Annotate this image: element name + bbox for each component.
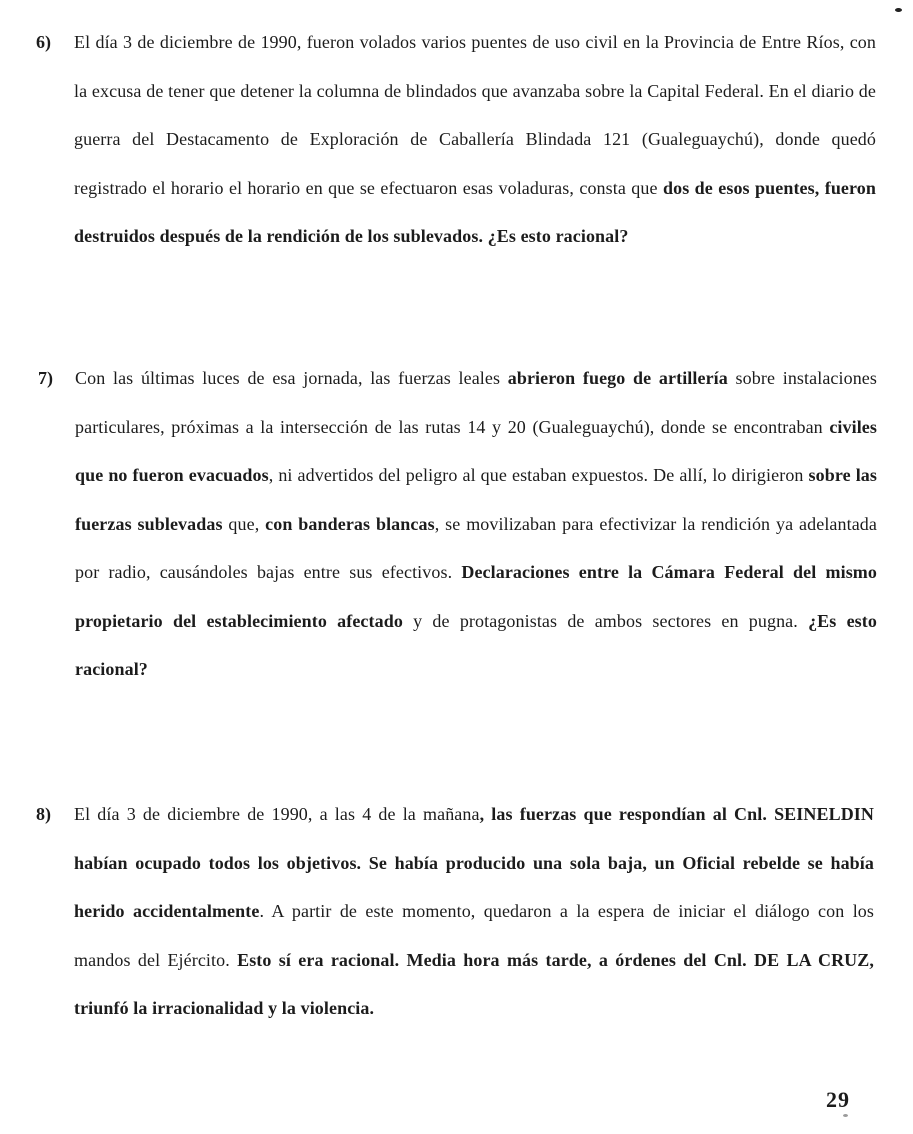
bold-text-segment: Esto sí era racional. Media hora más tarde, a órdenes del Cnl. DE LA CRUZ, triunfó la irracionalidad y la violencia. [74, 949, 874, 1018]
text-segment: sobre instalaciones particulares, próximas a la intersección de las rutas 14 y 20 (Gualeguaychú), donde se encontraban [75, 368, 877, 437]
bold-text-segment: civiles que no fueron evacuados [75, 416, 877, 485]
text-segment: , ni advertidos del peligro al que estaban expuestos. De allí, lo dirigieron [268, 465, 809, 485]
bold-text-segment: dos de esos puentes, fueron destruidos después de la rendición de los sublevados. [74, 177, 876, 246]
bold-text-segment: sobre las fuerzas sublevadas [75, 465, 878, 534]
text-segment: que, [222, 513, 266, 534]
item-paragraph [74, 18, 876, 261]
scan-speck [895, 8, 902, 12]
item-number: 7) [38, 368, 53, 388]
item-number: 6) [36, 32, 51, 52]
bold-text-segment: , las fuerzas que respondían al Cnl. SEINELDIN habían ocupado todos los objetivos. Se había producido una sola baja, un Oficial rebelde se había herido accidentalmente [74, 804, 875, 921]
text-segment: , se movilizaban para efectivizar la rendición ya adelantada por radio, causándoles bajas entre sus efectivos. [75, 513, 877, 582]
scan-speck [843, 1114, 848, 1117]
page-number: 29 [826, 1087, 850, 1112]
text-segment: y de protagonistas de ambos sectores en pugna. [402, 610, 809, 631]
bold-text-segment: con banderas blancas [265, 513, 435, 534]
item-number: 8) [36, 804, 51, 824]
bold-text-segment: ¿Es esto racional? [75, 610, 877, 679]
text-segment: El día 3 de diciembre de 1990, fueron volados varios puentes de uso civil en la Provincia de Entre Ríos, con la excusa de tener que detener la columna de blindados que avanzaba sobre la Capital Federal. En el diario de guerra del Destacamento de Exploración de Caballería Blindada 121 (Gualeguaychú), donde quedó registrado el horario el horario en que se efectuaron esas voladuras, consta que [74, 32, 876, 198]
item-paragraph [74, 790, 874, 1033]
bold-text-segment: ¿Es esto racional? [487, 226, 629, 246]
text-segment: El día 3 de diciembre de 1990, a las 4 de la mañana [74, 804, 480, 824]
bold-text-segment: Declaraciones entre la Cámara Federal del mismo propietario del establecimiento afectado [75, 562, 877, 631]
item-paragraph [75, 354, 877, 694]
bold-text-segment: abrieron fuego de artillería [507, 368, 728, 388]
text-segment: Con las últimas luces de esa jornada, las fuerzas leales [75, 368, 508, 388]
text-segment: . A partir de este momento, quedaron a la espera de iniciar el diálogo con los mandos del Ejército. [74, 901, 874, 970]
